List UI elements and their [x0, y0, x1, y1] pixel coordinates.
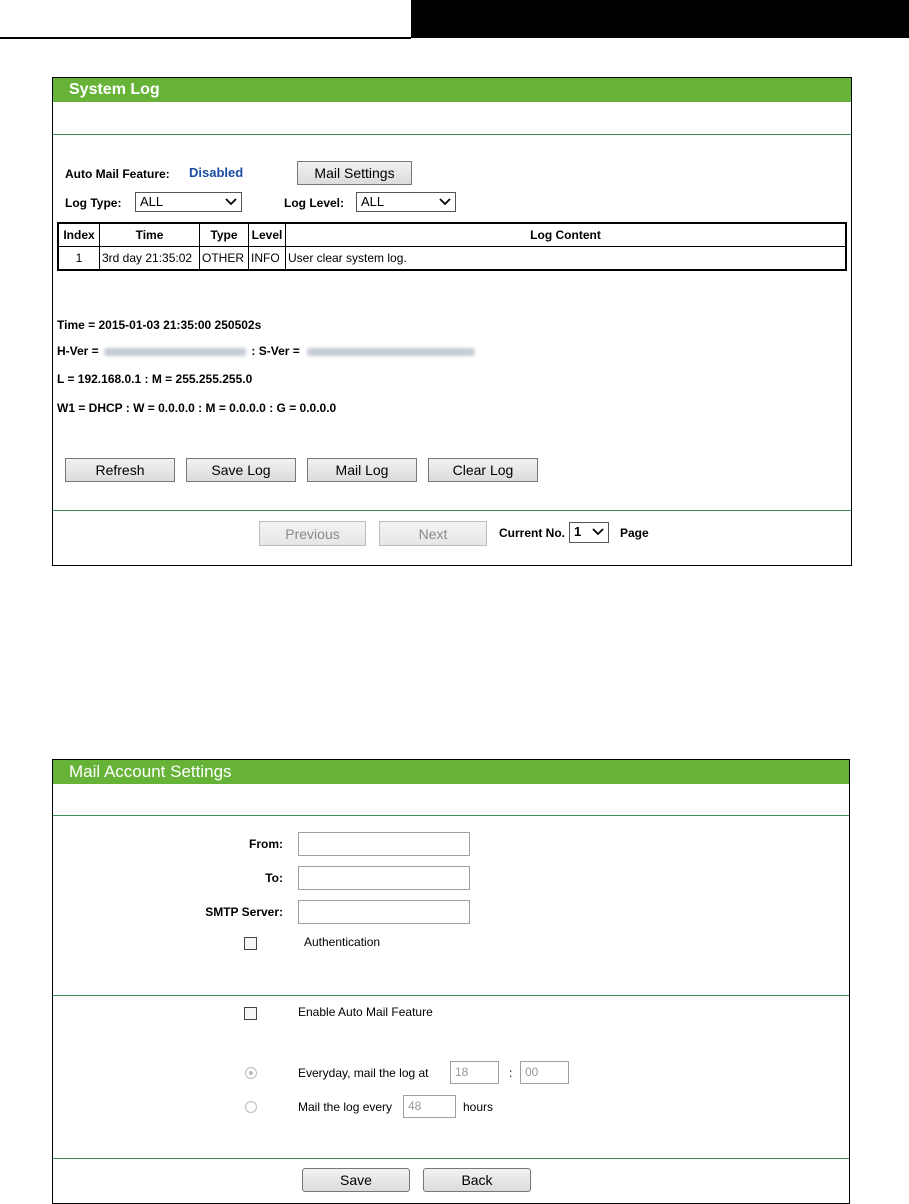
- log-type-value: ALL: [140, 194, 164, 209]
- smtp-server-field[interactable]: [298, 900, 470, 924]
- sver-label: : S-Ver =: [251, 344, 300, 358]
- auto-mail-label: Auto Mail Feature:: [65, 167, 170, 181]
- chevron-down-icon: [592, 527, 604, 536]
- page-header-bar: [411, 0, 909, 38]
- column-header-index: Index: [58, 223, 100, 247]
- clear-log-button[interactable]: Clear Log: [428, 458, 538, 482]
- column-header-log-content: Log Content: [286, 223, 847, 247]
- system-log-panel: [52, 77, 852, 566]
- next-button[interactable]: Next: [379, 521, 487, 546]
- every-hours-field[interactable]: 48: [403, 1095, 456, 1118]
- log-table: [57, 222, 847, 271]
- cell-log-content: User clear system log.: [286, 247, 847, 271]
- cell-time: 3rd day 21:35:02: [100, 247, 200, 271]
- lan-info: L = 192.168.0.1 : M = 255.255.255.0: [57, 372, 253, 386]
- everyday-minute-field[interactable]: 00: [520, 1061, 569, 1084]
- chevron-down-icon: [439, 197, 451, 206]
- log-level-label: Log Level:: [284, 196, 345, 210]
- from-field[interactable]: [298, 832, 470, 856]
- redacted-hardware-version: [104, 348, 246, 356]
- chevron-down-icon: [225, 197, 237, 206]
- mail-account-title: Mail Account Settings: [53, 760, 849, 784]
- authentication-checkbox[interactable]: [244, 937, 257, 950]
- log-type-label: Log Type:: [65, 196, 122, 210]
- mail-account-panel: [52, 759, 850, 1204]
- time-info: Time = 2015-01-03 21:35:00 250502s: [57, 318, 262, 332]
- current-page-select[interactable]: [569, 522, 609, 543]
- column-header-level: Level: [249, 223, 286, 247]
- divider: [53, 1158, 849, 1159]
- hours-label: hours: [463, 1100, 494, 1114]
- current-page-value: 1: [574, 524, 582, 539]
- table-row: [58, 247, 846, 271]
- refresh-button[interactable]: Refresh: [65, 458, 175, 482]
- log-type-select[interactable]: [135, 192, 242, 212]
- to-label: To:: [265, 871, 283, 885]
- divider: [53, 815, 849, 816]
- enable-auto-mail-label: Enable Auto Mail Feature: [298, 1005, 433, 1019]
- authentication-label: Authentication: [304, 935, 381, 949]
- page-header-rule: [0, 37, 411, 39]
- everyday-label: Everyday, mail the log at: [298, 1066, 429, 1080]
- column-header-type: Type: [200, 223, 249, 247]
- cell-level: INFO: [249, 247, 286, 271]
- current-no-label: Current No.: [499, 526, 565, 540]
- save-button[interactable]: Save: [302, 1168, 410, 1192]
- smtp-server-label: SMTP Server:: [205, 905, 283, 919]
- hver-label: H-Ver =: [57, 344, 99, 358]
- time-separator: :: [509, 1066, 513, 1080]
- every-hours-label: Mail the log every: [298, 1100, 393, 1114]
- redacted-software-version: [307, 348, 475, 356]
- wan-info: W1 = DHCP : W = 0.0.0.0 : M = 0.0.0.0 : G = 0.0.0.0: [57, 401, 337, 415]
- divider: [53, 995, 849, 996]
- mail-log-button[interactable]: Mail Log: [307, 458, 417, 482]
- system-log-title: System Log: [53, 78, 851, 102]
- previous-button[interactable]: Previous: [259, 521, 366, 546]
- save-log-button[interactable]: Save Log: [186, 458, 296, 482]
- log-level-select[interactable]: [356, 192, 456, 212]
- back-button[interactable]: Back: [423, 1168, 531, 1192]
- divider: [53, 134, 851, 135]
- enable-auto-mail-checkbox[interactable]: [244, 1007, 257, 1020]
- mail-settings-button[interactable]: Mail Settings: [297, 161, 412, 185]
- column-header-time: Time: [100, 223, 200, 247]
- auto-mail-status: Disabled: [189, 165, 244, 180]
- table-header-row: [58, 223, 846, 247]
- to-field[interactable]: [298, 866, 470, 890]
- page-label: Page: [620, 526, 649, 540]
- every-hours-radio[interactable]: [245, 1101, 257, 1113]
- cell-type: OTHER: [200, 247, 249, 271]
- from-label: From:: [249, 837, 283, 851]
- version-info: [57, 344, 475, 358]
- everyday-hour-field[interactable]: 18: [450, 1061, 499, 1084]
- divider: [53, 510, 851, 511]
- log-level-value: ALL: [361, 194, 385, 209]
- everyday-radio[interactable]: [245, 1067, 257, 1079]
- cell-index: 1: [58, 247, 100, 271]
